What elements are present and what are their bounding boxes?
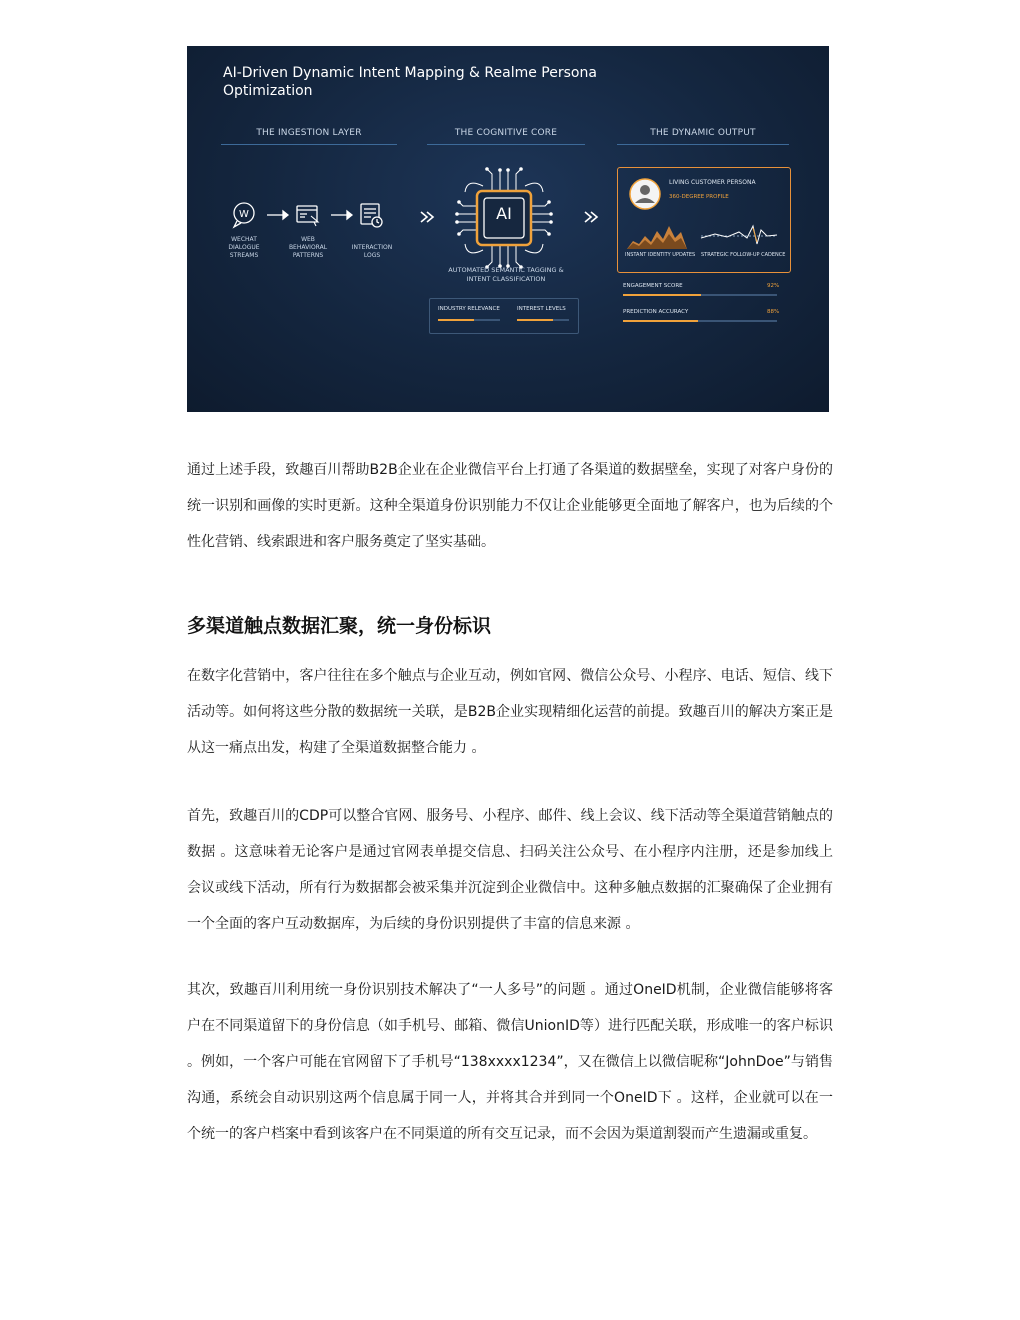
metric-interest-levels: INTEREST LEVELS [517, 306, 566, 312]
intro-paragraph: 通过上述手段，致趣百川帮助B2B企业在企业微信平台上打通了各渠道的数据壁垒，实现了对客户身份的统一识别和画像的实时更新。这种全渠道身份识别能力不仅让企业能够更全面地了解客户，也为后续的个性化营销、线索跟进和客户服务奠定了坚实基础。 [187, 462, 833, 550]
source-caption-wechat: WECHAT DIALOGUE STREAMS [228, 236, 260, 259]
intent-mapping-figure [187, 46, 829, 412]
persona-chart-label: STRATEGIC FOLLOW-UP CADENCE [701, 252, 786, 258]
body-paragraph: 首先，致趣百川的CDP可以整合官网、服务号、小程序、邮件、线上会议、线下活动等全渠道营销触点的数据 。这意味着无论客户是通过官网表单提交信息、扫码关注公众号、在小程序内注册，还是参加线上会议或线下活动，所有行为数据都会被采集并沉淀到企业微信中。这种多触点数据的汇聚确保了企业拥有一个全面的客户互动数据库，为后续的身份识别提供了丰富的信息来源 。 [187, 808, 833, 932]
persona-subtitle: 360-DEGREE PROFILE [669, 194, 729, 200]
layer-heading-output: THE DYNAMIC OUTPUT [650, 128, 756, 138]
core-metrics-panel [429, 298, 579, 334]
score-label-engagement: ENGAGEMENT SCORE [623, 283, 683, 289]
persona-title: LIVING CUSTOMER PERSONA [669, 179, 756, 186]
body-paragraph: 在数字化营销中，客户往往在多个触点与企业互动，例如官网、微信公众号、小程序、电话、短信、线下活动等。如何将这些分散的数据统一关联，是B2B企业实现精细化运营的前提。致趣百川的解决方案正是从这一痛点出发，构建了全渠道数据整合能力 。 [187, 668, 833, 756]
layer-heading-core: THE COGNITIVE CORE [454, 128, 558, 138]
layer-heading-ingestion: THE INGESTION LAYER [256, 128, 362, 138]
score-fill [623, 320, 698, 322]
persona-chart-label: INSTANT IDENTITY UPDATES [625, 252, 696, 258]
svg-text:W: W [239, 209, 249, 220]
arrow-icon [267, 211, 288, 219]
score-bar-accuracy [623, 320, 777, 322]
chevron-right-icon [585, 212, 597, 222]
arrow-icon [331, 211, 352, 219]
source-caption-web: WEB BEHAVIORAL PATTERNS [288, 236, 328, 259]
core-caption: AUTOMATED SEMANTIC TAGGING & INTENT CLASSIFICATION [448, 266, 564, 283]
logs-icon [361, 204, 382, 227]
metric-bar [438, 319, 500, 321]
web-icon [297, 206, 318, 226]
chevron-right-icon [421, 212, 433, 222]
chat-icon [234, 203, 254, 227]
metric-industry-relevance: INDUSTRY RELEVANCE [438, 306, 500, 312]
score-label-accuracy: PREDICTION ACCURACY [623, 309, 689, 315]
score-value-engagement: 92% [767, 283, 780, 289]
ai-chip-label: AI [496, 204, 512, 223]
score-fill [623, 294, 701, 296]
body-paragraph: 其次，致趣百川利用统一身份识别技术解决了“一人多号”的问题 。通过OneID机制，企业微信能够将客户在不同渠道留下的身份信息（如手机号、邮箱、微信UnionID等）进行匹配关联，形成唯一的客户标识 。例如，一个客户可能在官网留下了手机号“138xxxx1234”，又在微信上以微信昵称“JohnDoe”与销售沟通，系统会自动识别这两个信息属于同一人，并将其合并到同一个OneID下 。这样，企业就可以在一个统一的客户档案中看到该客户在不同渠道的所有交互记录，而不会因为渠道割裂而产生遗漏或重复。 [187, 982, 833, 1142]
metric-bar [517, 319, 569, 321]
section-heading: 多渠道触点数据汇聚，统一身份标识 [187, 615, 492, 637]
figure-title: AI-Driven Dynamic Intent Mapping & Realme Persona Optimization [223, 65, 597, 99]
score-value-accuracy: 88% [767, 309, 780, 315]
score-bar-engagement [623, 294, 777, 296]
source-caption-logs: INTERACTION LOGS [351, 244, 393, 259]
